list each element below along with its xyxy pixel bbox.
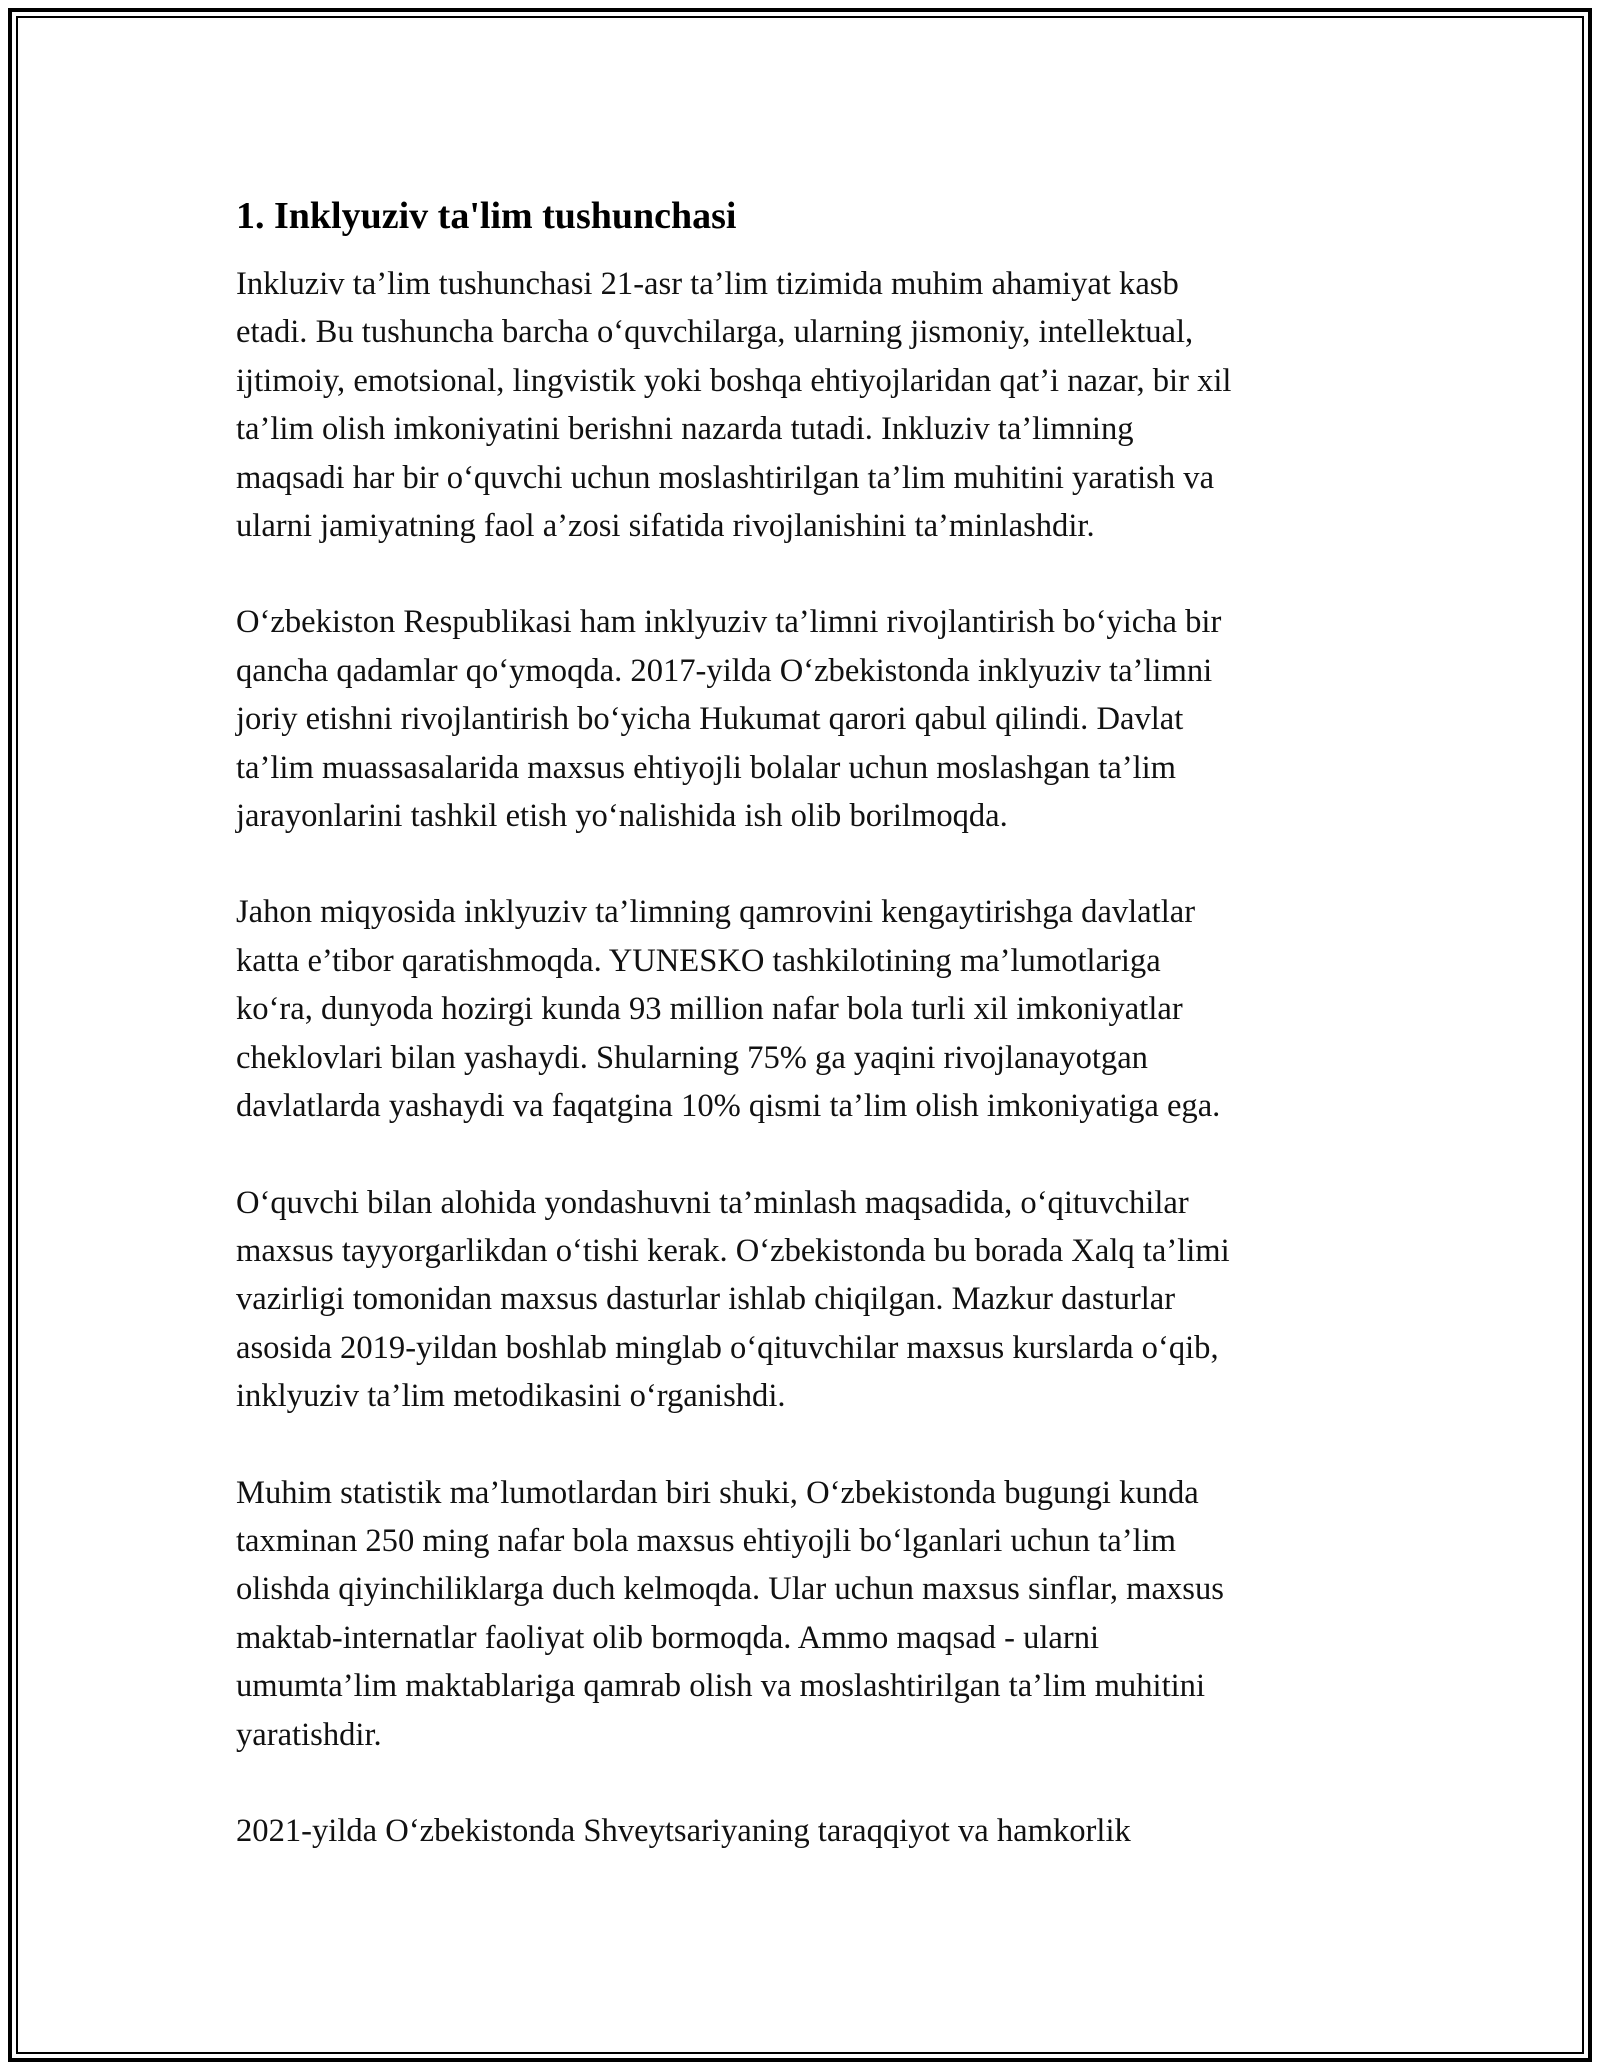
text-line: etadi. Bu tushuncha barcha o‘quvchilarga, ularning jismoniy, intellektual,: [236, 314, 1194, 351]
text-line: Inkluziv ta’lim tushunchasi 21-asr ta’lim tizimida muhim ahamiyat kasb: [236, 266, 1179, 302]
text-line: 2021-yilda O‘zbekistonda Shveytsariyaning taraqqiyot va hamkorlik: [236, 1812, 1131, 1849]
text-line: ko‘ra, dunyoda hozirgi kunda 93 million nafar bola turli xil imkoniyatlar: [236, 991, 1183, 1028]
text-line: ta’lim muassasalarida maxsus ehtiyojli bolalar uchun moslashgan ta’lim: [236, 749, 1177, 786]
paragraph-uzbekistan-steps: [236, 598, 1376, 840]
document-body: [236, 188, 1376, 1903]
text-line: maktab-internatlar faoliyat olib bormoqda. Ammo maqsad - ularni: [236, 1619, 1100, 1656]
text-line: ularni jamiyatning faol a’zosi sifatida rivojlanishini ta’minlashdir.: [236, 508, 1095, 545]
text-line: O‘quvchi bilan alohida yondashuvni ta’minlash maqsadida, o‘qituvchilar: [236, 1184, 1189, 1221]
text-line: katta e’tibor qaratishmoqda. YUNESKO tashkilotining ma’lumotlariga: [236, 942, 1161, 979]
text-line: taxminan 250 ming nafar bola maxsus ehtiyojli bo‘lganlari uchun ta’lim: [236, 1522, 1177, 1559]
text-line: yaratishdir.: [236, 1716, 382, 1753]
text-line: Muhim statistik ma’lumotlardan biri shuki, O‘zbekistonda bugungi kunda: [236, 1474, 1199, 1511]
text-line: olishda qiyinchiliklarga duch kelmoqda. Ular uchun maxsus sinflar, maxsus: [236, 1571, 1224, 1608]
section-heading: 1. Inklyuziv ta'lim tushunchasi: [236, 195, 737, 237]
paragraph-statistics: [236, 1469, 1376, 1759]
text-line: ijtimoiy, emotsional, lingvistik yoki boshqa ehtiyojlaridan qat’i nazar, bir xil: [236, 362, 1232, 399]
text-line: ta’lim olish imkoniyatini berishni nazarda tutadi. Inkluziv ta’limning: [236, 411, 1134, 448]
paragraph-inclusive-definition: [236, 260, 1376, 550]
text-line: davlatlarda yashaydi va faqatgina 10% qismi ta’lim olish imkoniyatiga ega.: [236, 1088, 1221, 1125]
text-line: O‘zbekiston Respublikasi ham inklyuziv ta’limni rivojlantirish bo‘yicha bir: [236, 604, 1222, 641]
text-line: cheklovlari bilan yashaydi. Shularning 75% ga yaqini rivojlanayotgan: [236, 1039, 1148, 1076]
text-line: joriy etishni rivojlantirish bo‘yicha Hukumat qarori qabul qilindi. Davlat: [236, 701, 1184, 738]
paragraph-teacher-training: [236, 1179, 1376, 1421]
text-line: jarayonlarini tashkil etish yo‘nalishida ish olib borilmoqda.: [236, 798, 1008, 835]
text-line: umumta’lim maktablariga qamrab olish va moslashtirilgan ta’lim muhitini: [236, 1668, 1206, 1705]
paragraph-2021-cooperation: [236, 1807, 1376, 1855]
text-line: inklyuziv ta’lim metodikasini o‘rganishdi.: [236, 1378, 786, 1415]
text-line: asosida 2019-yildan boshlab minglab o‘qituvchilar maxsus kurslarda o‘qib,: [236, 1329, 1219, 1366]
text-line: qancha qadamlar qo‘ymoqda. 2017-yilda O‘zbekistonda inklyuziv ta’limni: [236, 652, 1213, 689]
text-line: maqsadi har bir o‘quvchi uchun moslashtirilgan ta’lim muhitini yaratish va: [236, 459, 1215, 496]
text-line: maxsus tayyorgarlikdan o‘tishi kerak. O‘zbekistonda bu borada Xalq ta’limi: [236, 1232, 1230, 1269]
text-line: Jahon miqyosida inklyuziv ta’limning qamrovini kengaytirishga davlatlar: [236, 894, 1196, 931]
text-line: vazirligi tomonidan maxsus dasturlar ishlab chiqilgan. Mazkur dasturlar: [236, 1281, 1176, 1318]
paragraph-global-scope: [236, 888, 1376, 1130]
